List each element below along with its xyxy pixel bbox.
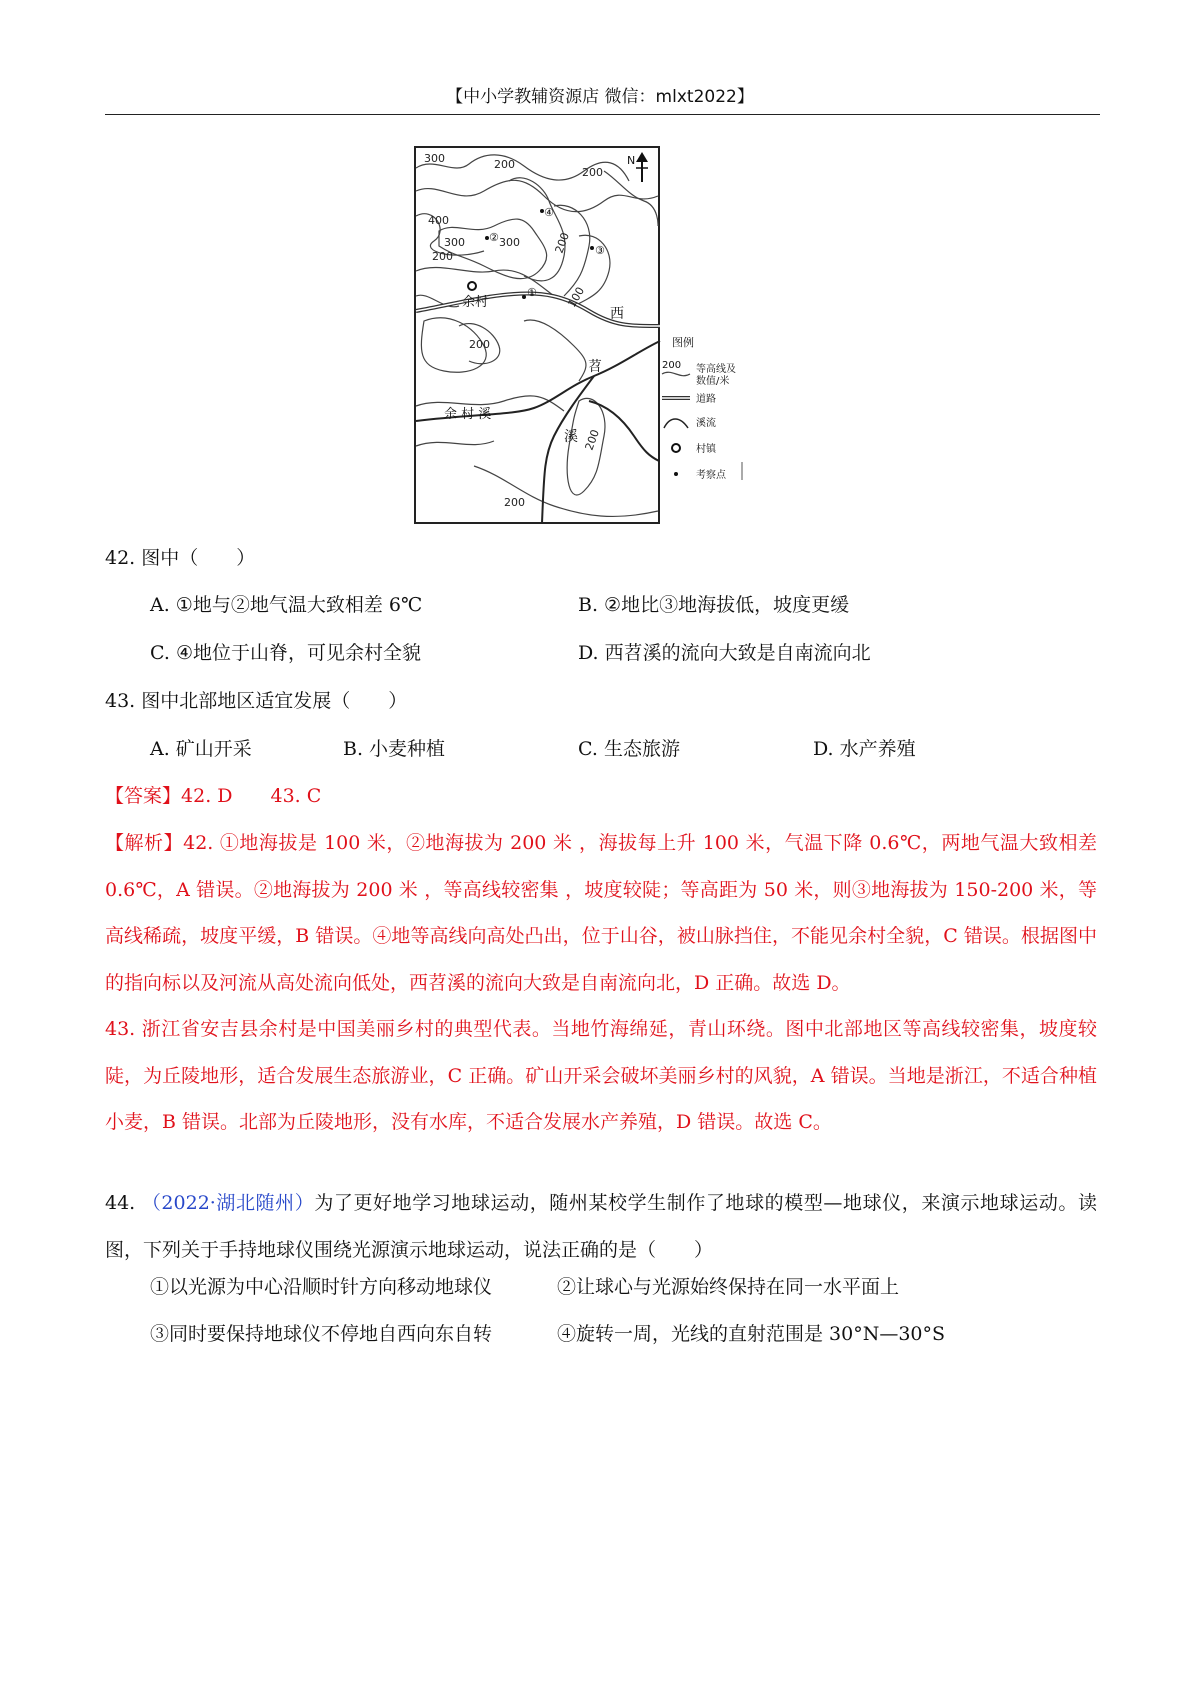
q44-statement-2: ②让球心与光源始终保持在同一水平面上: [557, 1276, 900, 1298]
q43-stem: 43. 图中北部地区适宜发展（ ）: [105, 690, 408, 712]
svg-text:200: 200: [432, 250, 453, 263]
svg-text:②: ②: [489, 231, 499, 244]
svg-text:400: 400: [428, 214, 449, 227]
q42-option-b: B. ②地比③地海拔低，坡度更缓: [578, 594, 850, 616]
map-frame: [415, 147, 659, 523]
svg-text:考察点: 考察点: [696, 470, 726, 481]
q43-option-d: D. 水产养殖: [813, 738, 916, 760]
q44-statement-3: ③同时要保持地球仪不停地自西向东自转: [150, 1323, 493, 1345]
q44-stem: [105, 1180, 1097, 1273]
q42-option-c: C. ④地位于山脊，可见余村全貌: [150, 642, 421, 664]
q42-option-a: A. ①地与②地气温大致相差 6℃: [150, 594, 423, 616]
svg-text:苕: 苕: [588, 359, 602, 375]
svg-text:200: 200: [469, 338, 490, 351]
svg-text:余 村 溪: 余 村 溪: [444, 407, 492, 422]
contour-map-figure: [414, 146, 792, 524]
q43-option-b: B. 小麦种植: [343, 738, 446, 760]
q44-stem-line2: 动。读图，下列关于手持地球仪围绕光源演示地球运动，说法正确的是（ ）: [105, 1192, 1097, 1261]
svg-text:④: ④: [544, 206, 554, 219]
svg-text:溪流: 溪流: [696, 418, 716, 429]
q44-statement-4: ④旋转一周，光线的直射范围是 30°N—30°S: [557, 1323, 946, 1345]
svg-text:200: 200: [582, 166, 603, 179]
svg-text:道路: 道路: [696, 394, 716, 405]
analysis-43: 43. 浙江省安吉县余村是中国美丽乡村的典型代表。当地竹海绵延，青山环绕。图中北部地区等高线较密集，坡度较陡，为丘陵地形，适合发展生态旅游业，C 正确。矿山开采会破坏美丽乡村的风貌，A 错误。当地是浙江，不适合种植小麦，B 错误。北部为丘陵地形，没有水库，不适合发展水产养殖，D 错误。故选 C。: [105, 1018, 1097, 1133]
q44-number: 44.: [105, 1192, 142, 1214]
legend: [662, 335, 742, 481]
q44-stem-line1: 为了更好地学习地球运动，随州某校学生制作了地球的模型—地球仪，来演示地球运: [314, 1192, 1039, 1214]
answer-text: 42. D 43. C: [181, 785, 322, 807]
svg-text:200: 200: [582, 427, 603, 453]
svg-text:等高线及: 等高线及: [696, 364, 736, 375]
svg-text:图例: 图例: [672, 336, 694, 349]
analysis-block: [105, 820, 1097, 1146]
analysis-42-text: 42. ①地海拔是 100 米，②地海拔为 200 米 ，海拔每上升 100 米，气温下降 0.6℃，两地气温大致相差 0.6℃，A 错误。②地海拔为 200 米 ，等高线较密集 ，坡度较陡；等高距为 50 米，则③地海拔为 150-200 米，等高线稀疏，坡度平缓，B 错误。④地等高线向高处凸出，位于山谷，被山脉挡住，不能见余村全貌，C 错误。根据图中的指向标以及河流从高处流向低处，西苕溪的流向大致是自南流向北，D 正确。故选 D。: [105, 832, 1097, 994]
svg-text:①: ①: [527, 286, 537, 299]
header-rule: [105, 114, 1100, 115]
svg-text:200: 200: [662, 360, 682, 371]
svg-text:溪: 溪: [564, 429, 578, 445]
q42-stem: 42. 图中（ ）: [105, 547, 256, 569]
answer-label: 【答案】: [105, 785, 182, 807]
q43-option-c: C. 生态旅游: [578, 738, 680, 760]
q42-option-d: D. 西苕溪的流向大致是自南流向北: [578, 642, 871, 664]
q44-statement-1: ①以光源为中心沿顺时针方向移动地球仪: [150, 1276, 493, 1298]
svg-text:200: 200: [504, 496, 525, 509]
svg-text:N: N: [627, 154, 636, 167]
page-header: 【中小学教辅资源店 微信：mlxt2022】: [446, 87, 754, 107]
analysis-label: 【解析】: [105, 832, 184, 854]
svg-text:③: ③: [595, 244, 605, 257]
svg-text:100: 100: [565, 284, 588, 310]
svg-text:数值/米: 数值/米: [696, 376, 730, 387]
svg-text:200: 200: [494, 158, 515, 171]
svg-text:300: 300: [444, 236, 465, 249]
q44-source: （2022·湖北随州）: [141, 1192, 315, 1214]
svg-text:200: 200: [552, 230, 573, 256]
svg-text:西: 西: [610, 306, 624, 322]
village-symbol: [468, 282, 476, 290]
q43-option-a: A. 矿山开采: [150, 738, 252, 760]
svg-text:300: 300: [424, 152, 445, 165]
analysis-42: [105, 820, 1097, 1006]
village-label: 余村: [462, 295, 489, 310]
svg-text:村镇: 村镇: [696, 444, 716, 455]
svg-text:300: 300: [499, 236, 520, 249]
answer-line: [105, 783, 321, 809]
